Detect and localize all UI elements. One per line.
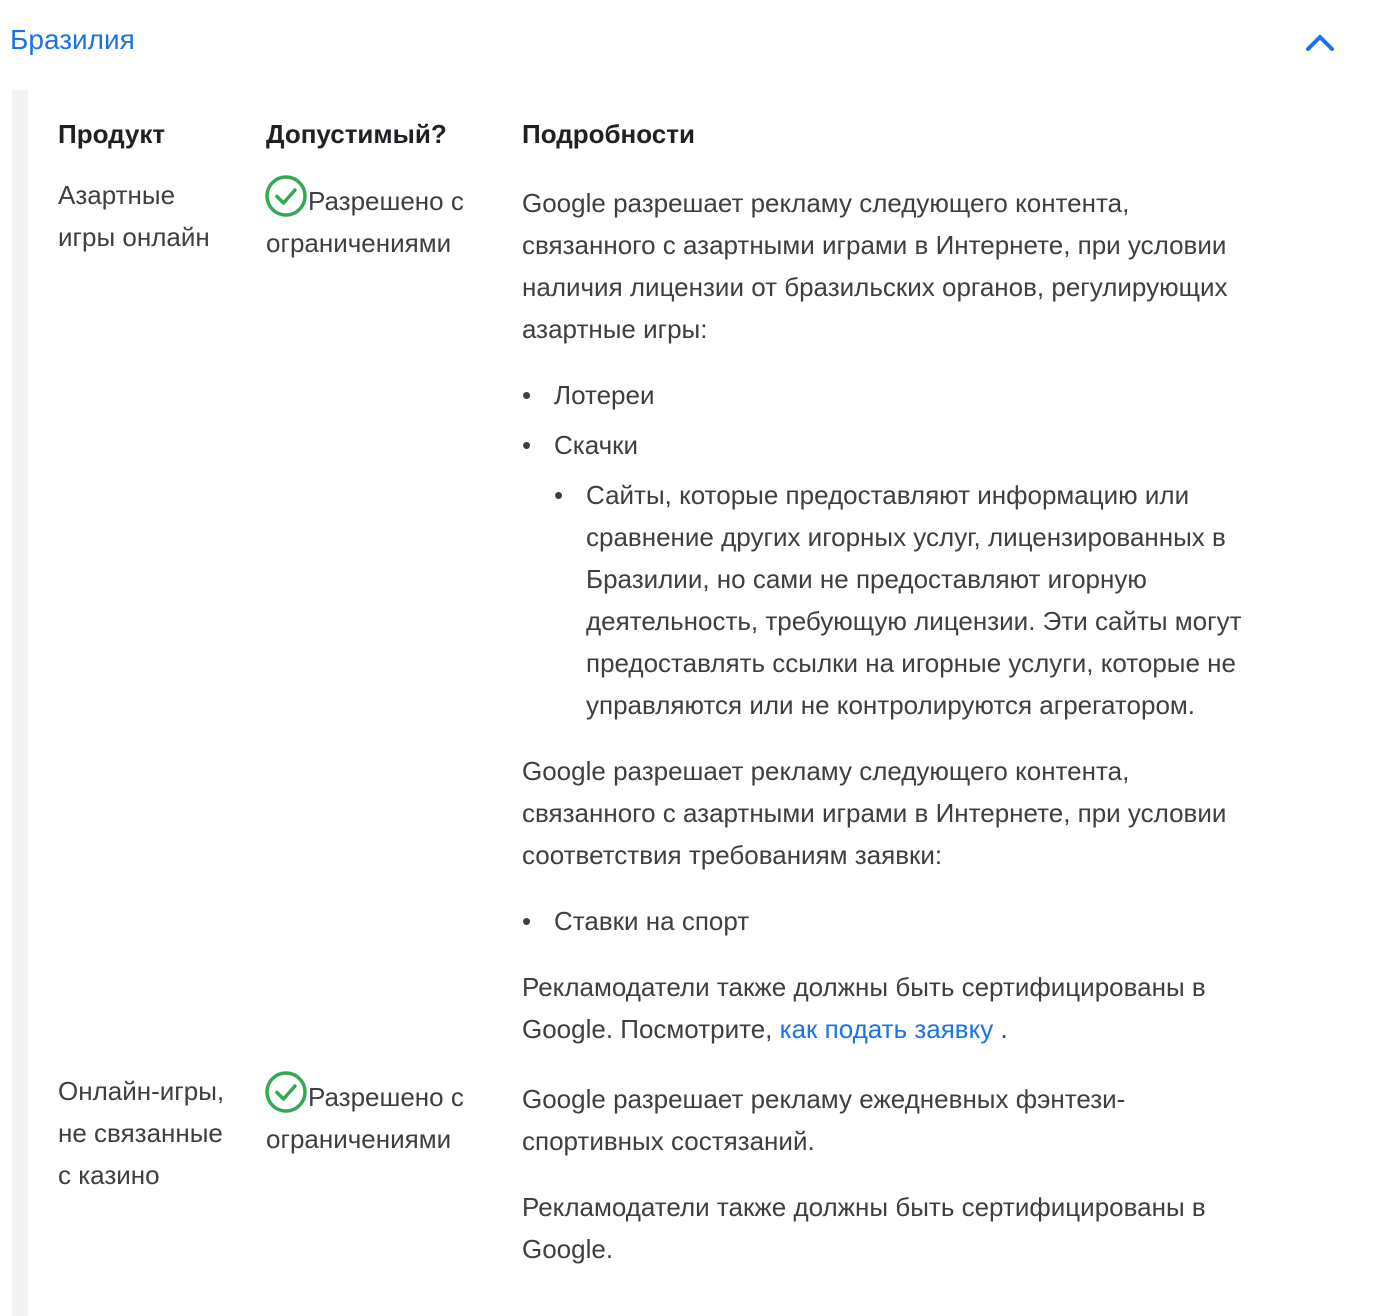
table-row-status: [266, 1070, 464, 1160]
list-item-label: Лотереи: [554, 380, 655, 410]
text-line: наличия лицензии от бразильских органов, регулирующих: [522, 272, 1228, 302]
text-line: Рекламодатели также должны быть сертифицированы в: [522, 972, 1206, 1002]
row-details: [522, 1078, 1332, 1270]
details-paragraph: [522, 1078, 1332, 1162]
details-paragraph: [522, 966, 1332, 1050]
product-line: Онлайн-игры,: [58, 1076, 225, 1106]
list-item: [554, 474, 1332, 726]
text-line: Рекламодатели также должны быть сертифицированы в: [522, 1192, 1206, 1222]
list-item-label: Скачки: [554, 430, 639, 460]
text-line: соответствия требованиям заявки:: [522, 840, 943, 870]
text-line: Google разрешает рекламу следующего контента,: [522, 756, 1130, 786]
text-line: предоставлять ссылки на игорные услуги, которые не: [586, 648, 1236, 678]
bullet-list: [522, 900, 1332, 942]
check-circle-icon: [264, 174, 308, 218]
text-line: Бразилии, но сами не предоставляют игорную: [586, 564, 1147, 594]
product-line: не связанные: [58, 1118, 223, 1148]
text-line: деятельность, требующую лицензии. Эти сайты могут: [586, 606, 1242, 636]
status-label: Разрешено с: [308, 186, 464, 216]
text-line: .: [1000, 1014, 1008, 1044]
header-allowed: Допустимый?: [266, 119, 447, 149]
sub-bullet-list: [554, 474, 1332, 726]
apply-link[interactable]: как подать заявку: [779, 1014, 994, 1044]
text-line: спортивных состязаний.: [522, 1126, 815, 1156]
bullet-list: [522, 374, 1332, 726]
product-line: с казино: [58, 1160, 160, 1190]
product-line: игры онлайн: [58, 222, 210, 252]
text-line: Сайты, которые предоставляют информацию или: [586, 480, 1190, 510]
details-paragraph: [522, 750, 1332, 876]
table-row-product: [58, 1070, 224, 1196]
details-paragraph: [522, 1186, 1332, 1270]
status-label: ограничениями: [266, 228, 452, 258]
status-label: ограничениями: [266, 1124, 452, 1154]
status-label: Разрешено с: [308, 1082, 464, 1112]
table-row-product: [58, 174, 210, 258]
list-item: [522, 424, 1332, 726]
text-line: азартные игры:: [522, 314, 708, 344]
text-line: Google разрешает рекламу следующего контента,: [522, 188, 1130, 218]
text-line: сравнение других игорных услуг, лицензированных в: [586, 522, 1226, 552]
check-circle-icon: [264, 1070, 308, 1114]
details-paragraph: [522, 182, 1332, 350]
list-item: [522, 900, 1332, 942]
text-line: Google разрешает рекламу ежедневных фэнтези-: [522, 1084, 1126, 1114]
text-line: Google.: [522, 1234, 614, 1264]
product-line: Азартные: [58, 180, 176, 210]
header-product: Продукт: [58, 119, 166, 149]
bullet-icon: •: [522, 430, 532, 460]
text-line: Google. Посмотрите,: [522, 1014, 773, 1044]
chevron-up-icon[interactable]: [1300, 24, 1340, 60]
header-details: Подробности: [522, 119, 695, 149]
list-item: [522, 374, 1332, 416]
list-item-label: Ставки на спорт: [554, 906, 750, 936]
text-line: связанного с азартными играми в Интернете, при условии: [522, 230, 1227, 260]
section-title[interactable]: Бразилия: [10, 24, 135, 55]
bullet-icon: •: [522, 380, 532, 410]
accordion-header[interactable]: [0, 0, 1396, 80]
bullet-icon: •: [554, 480, 564, 510]
table-row-status: [266, 174, 464, 264]
text-line: управляются или не контролируются агрегатором.: [586, 690, 1196, 720]
bullet-icon: •: [522, 906, 532, 936]
text-line: связанного с азартными играми в Интернете, при условии: [522, 798, 1227, 828]
row-details: [522, 182, 1332, 1050]
